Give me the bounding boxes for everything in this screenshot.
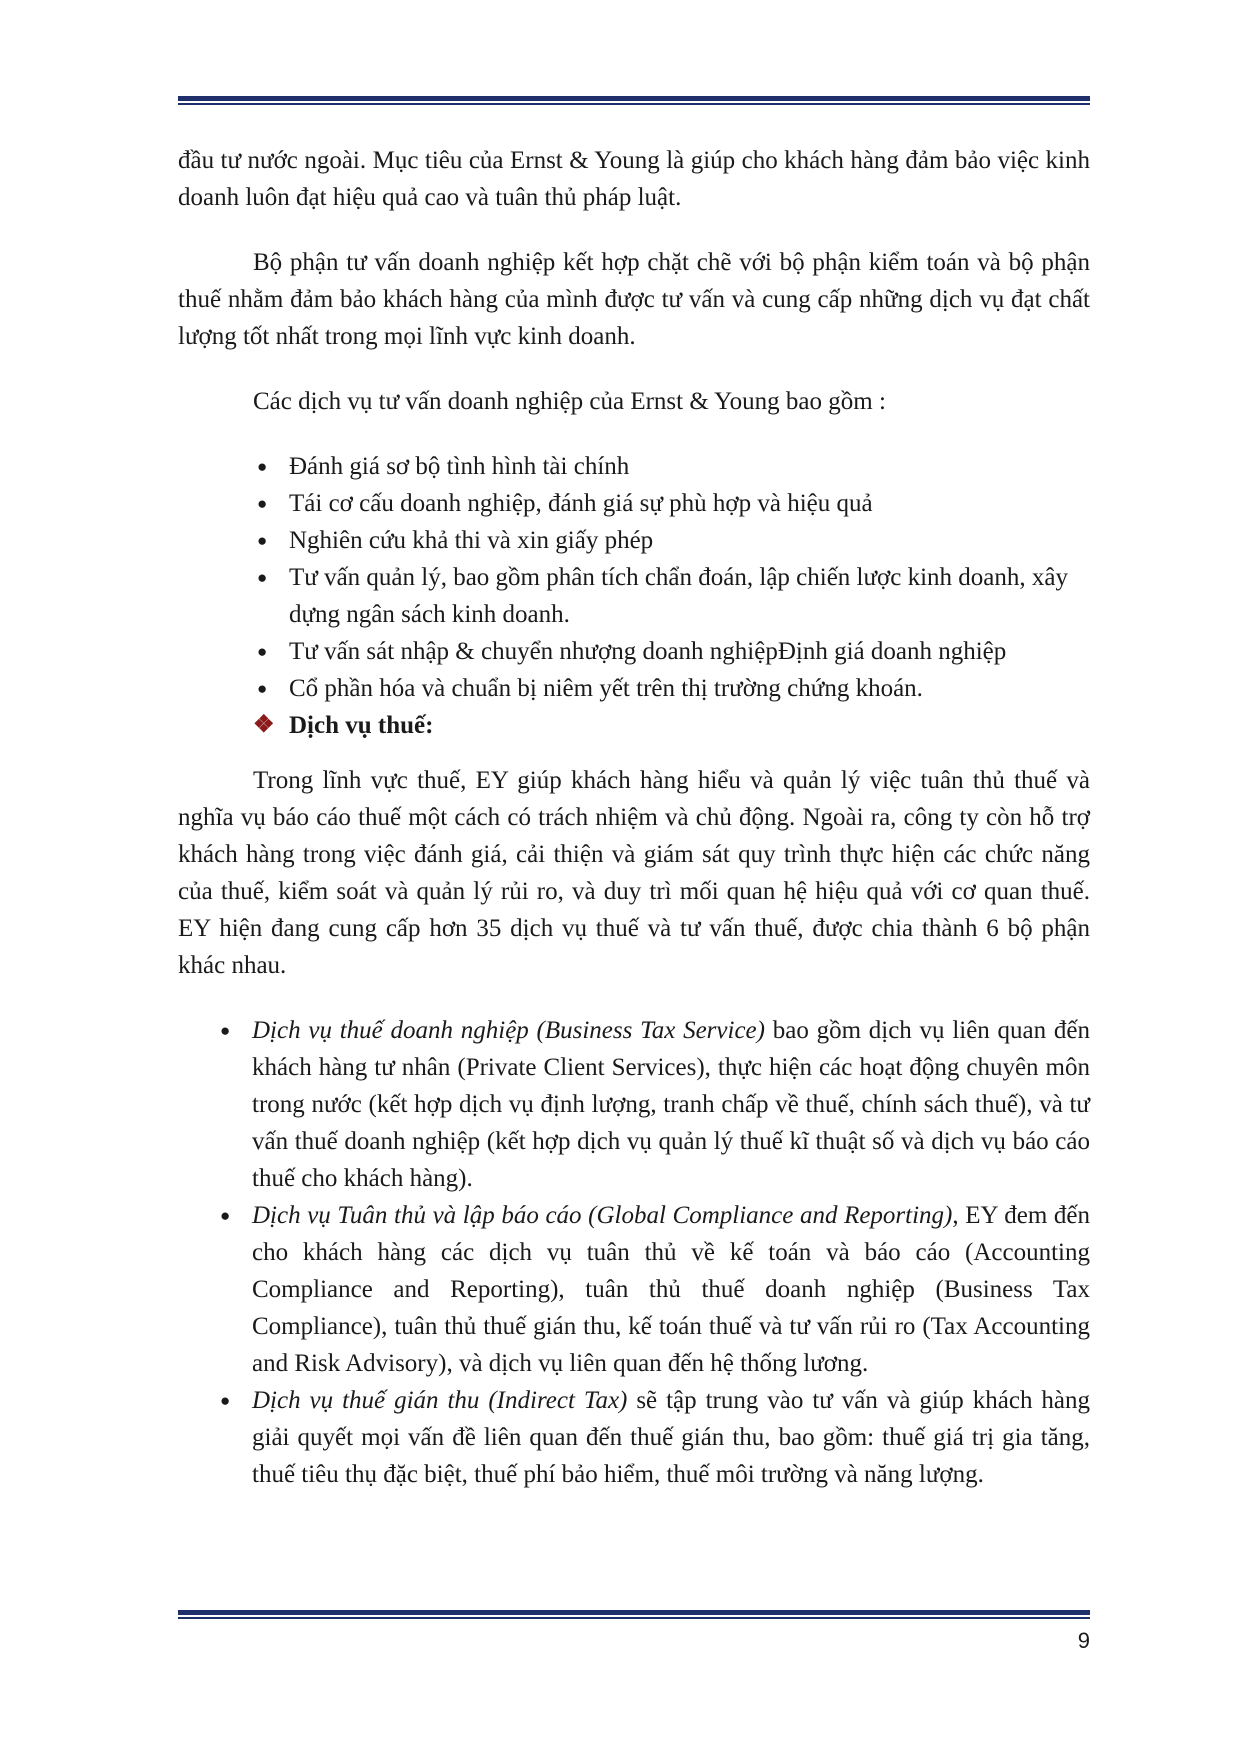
bullet-icon: ● <box>257 531 268 550</box>
tax-item-title: Dịch vụ thuế gián thu (Indirect Tax) <box>252 1387 628 1414</box>
bullet-icon: ● <box>220 1206 231 1225</box>
tax-services-list <box>178 1012 1090 1493</box>
header-rule <box>178 96 1090 106</box>
list-item <box>253 559 1090 633</box>
tax-item-title: Dịch vụ Tuân thủ và lập báo cáo (Global Compliance and Reporting) <box>252 1202 953 1229</box>
footer-rule-thin <box>178 1617 1090 1619</box>
page-number: 9 <box>1077 1628 1090 1653</box>
header-rule-thick <box>178 96 1090 101</box>
section-heading-text: Dịch vụ thuế: <box>289 712 434 739</box>
list-item-text: Đánh giá sơ bộ tình hình tài chính <box>289 453 630 480</box>
bullet-icon: ● <box>257 494 268 513</box>
diamond-bullet-icon: ❖ <box>253 712 275 738</box>
list-item-text: Nghiên cứu khả thi và xin giấy phép <box>289 527 654 554</box>
footer-rule <box>178 1610 1090 1620</box>
list-item <box>216 1382 1090 1493</box>
page-body <box>178 142 1090 1493</box>
bullet-icon: ● <box>220 1021 231 1040</box>
list-item-text: Tư vấn sát nhập & chuyển nhượng doanh nghiệpĐịnh giá doanh nghiệp <box>289 638 1007 665</box>
tax-item-text: bao gồm dịch vụ liên quan đến khách hàng tư nhân (Private Client Services), thực hiện các hoạt động chuyên môn trong nước (kết hợp dịch vụ định lượng, tranh chấp về thuế, chính sách thuế), và tư vấn thuế doanh nghiệp (kết hợp dịch vụ quản lý thuế kĩ thuật số và dịch vụ báo cáo thuế cho khách hàng). <box>252 1017 1090 1192</box>
list-item <box>253 448 1090 485</box>
paragraph-services-intro: Các dịch vụ tư vấn doanh nghiệp của Ernst & Young bao gồm : <box>253 388 886 415</box>
list-item <box>216 1197 1090 1382</box>
list-item-text: Tái cơ cấu doanh nghiệp, đánh giá sự phù hợp và hiệu quả <box>289 490 873 517</box>
bullet-icon: ● <box>257 679 268 698</box>
list-item <box>253 522 1090 559</box>
list-item-text: Cổ phần hóa và chuẩn bị niêm yết trên thị trường chứng khoán. <box>289 675 923 702</box>
bullet-icon: ● <box>257 568 268 587</box>
tax-item-title: Dịch vụ thuế doanh nghiệp (Business Tax Service) <box>252 1017 765 1044</box>
bullet-icon: ● <box>257 457 268 476</box>
footer-rule-thick <box>178 1610 1090 1615</box>
paragraph-advisory: Bộ phận tư vấn doanh nghiệp kết hợp chặt chẽ với bộ phận kiểm toán và bộ phận thuế nhằm đảm bảo khách hàng của mình được tư vấn và cung cấp những dịch vụ đạt chất lượng tốt nhất trong mọi lĩnh vực kinh doanh. <box>178 249 1090 350</box>
list-item <box>253 633 1090 670</box>
bullet-icon: ● <box>220 1391 231 1410</box>
section-heading-tax <box>178 707 1090 744</box>
list-item <box>253 485 1090 522</box>
list-item <box>216 1012 1090 1197</box>
paragraph-tax-intro: Trong lĩnh vực thuế, EY giúp khách hàng hiểu và quản lý việc tuân thủ thuế và nghĩa vụ báo cáo thuế một cách có trách nhiệm và chủ động. Ngoài ra, công ty còn hỗ trợ khách hàng trong việc đánh giá, cải thiện và giám sát quy trình thực hiện các chức năng của thuế, kiểm soát và quản lý rủi ro, và duy trì mối quan hệ hiệu quả với cơ quan thuế. EY hiện đang cung cấp hơn 35 dịch vụ thuế và tư vấn thuế, được chia thành 6 bộ phận khác nhau. <box>178 767 1090 979</box>
list-item <box>253 670 1090 707</box>
list-item-text: Tư vấn quản lý, bao gồm phân tích chẩn đoán, lập chiến lược kinh doanh, xây dựng ngân sách kinh doanh. <box>289 564 1069 628</box>
tax-item-text: , EY đem đến cho khách hàng các dịch vụ tuân thủ về kế toán và báo cáo (Accounting Compliance and Reporting), tuân thủ thuế doanh nghiệp (Business Tax Compliance), tuân thủ thuế gián thu, kế toán thuế và tư vấn rủi ro (Tax Accounting and Risk Advisory), và dịch vụ liên quan đến hệ thống lương. <box>252 1202 1090 1377</box>
services-list <box>178 448 1090 707</box>
tax-item-text: sẽ tập trung vào tư vấn và giúp khách hàng giải quyết mọi vấn đề liên quan đến thuế gián thu, bao gồm: thuế giá trị gia tăng, thuế tiêu thụ đặc biệt, thuế phí bảo hiểm, thuế môi trường và năng lượng. <box>252 1387 1090 1488</box>
bullet-icon: ● <box>257 642 268 661</box>
header-rule-thin <box>178 103 1090 105</box>
paragraph-continuation: đầu tư nước ngoài. Mục tiêu của Ernst & Young là giúp cho khách hàng đảm bảo việc kinh doanh luôn đạt hiệu quả cao và tuân thủ pháp luật. <box>178 147 1090 211</box>
